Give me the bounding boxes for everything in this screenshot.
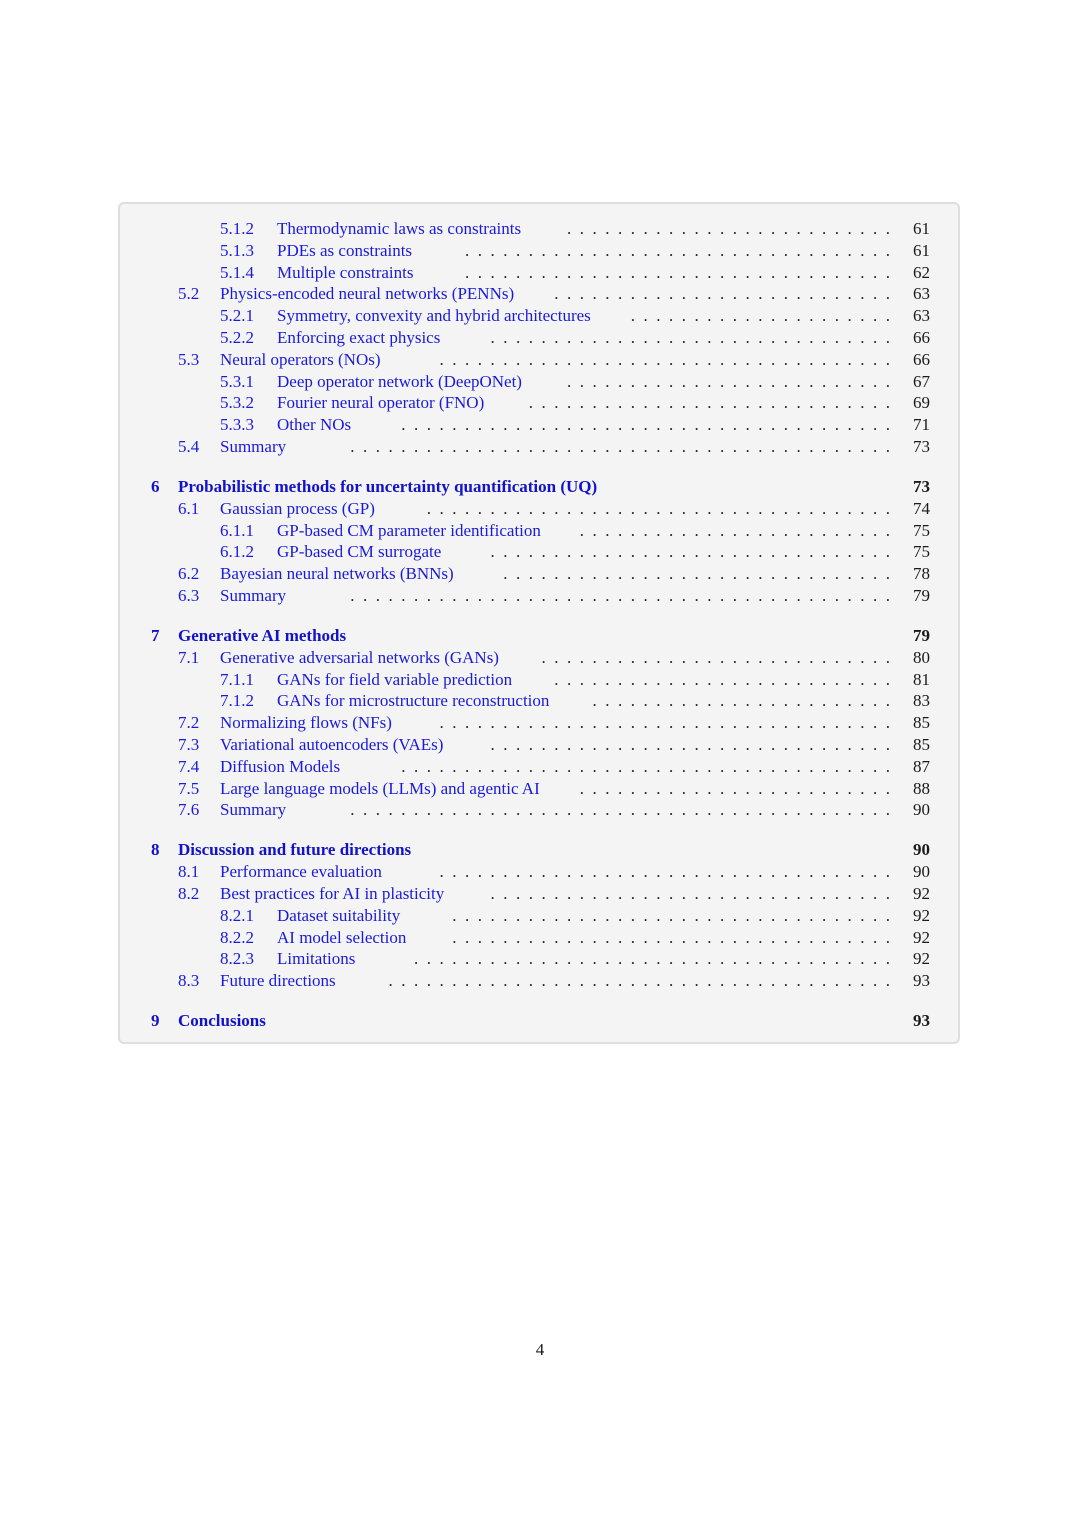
toc-entry-row[interactable]	[120, 778, 958, 800]
toc-entry-title[interactable]: Dataset suitability	[277, 905, 401, 925]
toc-leader-dots: . . . . . . . . . . . . . . . . . . . . . . . . . . . . . . . . . . . . . .	[414, 949, 890, 969]
toc-entry-number[interactable]: 7.4	[178, 756, 200, 776]
toc-entry-title[interactable]: Summary	[220, 585, 287, 605]
toc-entry-row[interactable]	[120, 392, 958, 414]
toc-entry-row[interactable]	[120, 861, 958, 883]
toc-entry-title[interactable]: Discussion and future directions	[178, 840, 412, 860]
toc-entry-number[interactable]: 8.2.3	[220, 949, 254, 969]
toc-leader-dots: . . . . . . . . . . . . . . . . . . . . . . . . . . . . . . . . . . . . . . . . . . .	[350, 800, 890, 820]
toc-entry-page: 85	[913, 713, 930, 733]
toc-entry-number[interactable]: 5.3.1	[220, 371, 254, 391]
toc-entry-title[interactable]: Best practices for AI in plasticity	[220, 883, 445, 903]
toc-entry-number[interactable]: 8.3	[178, 971, 200, 991]
toc-entry-title[interactable]: Performance evaluation	[220, 862, 382, 882]
toc-entry-title[interactable]: GP-based CM parameter identification	[277, 520, 541, 540]
toc-leader-dots: . . . . . . . . . . . . . . . . . . . . . . . . . . . . . . . .	[490, 542, 890, 562]
toc-entry-page: 79	[913, 585, 930, 605]
toc-leader-dots: . . . . . . . . . . . . . . . . . . . . . . . . . . . . . . . . . . . .	[439, 862, 890, 882]
toc-leader-dots: . . . . . . . . . . . . . . . . . . . . . . . . . . . .	[541, 647, 890, 667]
toc-entry-number[interactable]: 5.2.2	[220, 327, 254, 347]
toc-entry-number[interactable]: 5.4	[178, 436, 200, 456]
toc-list	[120, 218, 958, 1032]
toc-entry-row[interactable]	[120, 905, 958, 927]
toc-leader-dots: . . . . . . . . . . . . . . . . . . . . . . . . . . . . . . . . . . . . . . . . . . .	[350, 436, 890, 456]
page-number: 4	[535, 1340, 545, 1359]
toc-entry-number[interactable]: 9	[151, 1010, 160, 1030]
toc-entry-row[interactable]	[120, 520, 958, 542]
toc-leader-dots: . . . . . . . . . . . . . . . . . . . . . . . . . . . . .	[528, 393, 890, 413]
toc-leader-dots: . . . . . . . . . . . . . . . . . . . . . . . . . . . . . . .	[503, 564, 890, 584]
toc-leader-dots: . . . . . . . . . . . . . . . . . . . . . . . . . . . . . . . .	[490, 734, 890, 754]
toc-entry-page: 74	[913, 498, 930, 518]
toc-entry-page: 63	[913, 284, 930, 304]
toc-entry-page: 90	[913, 840, 930, 860]
toc-entry-number[interactable]: 8.1	[178, 862, 200, 882]
toc-entry-page: 75	[913, 520, 930, 540]
toc-entry-title[interactable]: Bayesian neural networks (BNNs)	[220, 564, 454, 584]
toc-entry-page: 93	[913, 1010, 930, 1030]
toc-entry-row[interactable]	[120, 799, 958, 821]
toc-entry-title[interactable]: Physics-encoded neural networks (PENNs)	[220, 284, 515, 304]
toc-entry-title[interactable]: Fourier neural operator (FNO)	[277, 393, 485, 413]
toc-chapter-row[interactable]	[120, 476, 958, 498]
toc-entry-title[interactable]: Gaussian process (GP)	[220, 498, 375, 518]
toc-entry-page: 61	[913, 219, 930, 238]
toc-entry-number[interactable]: 7.6	[178, 800, 200, 820]
toc-entry-title[interactable]: GANs for microstructure reconstruction	[277, 691, 550, 711]
toc-entry-row[interactable]	[120, 218, 958, 240]
table-of-contents	[118, 202, 960, 1044]
toc-leader-dots: . . . . . . . . . . . . . . . . . . . . . . . . . . . . . . . . . . . . . . . . . . .	[350, 585, 890, 605]
toc-entry-row[interactable]	[120, 414, 958, 436]
toc-entry-row[interactable]	[120, 436, 958, 458]
toc-entry-number[interactable]: 8.2.1	[220, 905, 254, 925]
toc-entry-title[interactable]: Other NOs	[277, 415, 352, 435]
toc-entry-title[interactable]: Normalizing flows (NFs)	[220, 713, 392, 733]
toc-entry-number[interactable]: 8.2	[178, 883, 200, 903]
toc-entry-title[interactable]: Multiple constraints	[277, 262, 414, 282]
toc-entry-page: 67	[913, 371, 930, 391]
toc-entry-row[interactable]	[120, 349, 958, 371]
toc-entry-number[interactable]: 7.1.1	[220, 669, 254, 689]
toc-leader-dots: . . . . . . . . . . . . . . . . . . . . . . . . . . . . . . . . . .	[465, 262, 890, 282]
toc-entry-page: 90	[913, 800, 930, 820]
toc-entry-number[interactable]: 5.2.1	[220, 306, 254, 326]
toc-entry-page: 61	[913, 240, 930, 260]
toc-entry-page: 63	[913, 306, 930, 326]
toc-entry-page: 87	[913, 756, 930, 776]
toc-leader-dots: . . . . . . . . . . . . . . . . . . . . .	[630, 306, 890, 326]
toc-entry-row[interactable]	[120, 734, 958, 756]
toc-entry-page: 90	[913, 862, 930, 882]
toc-entry-row[interactable]	[120, 371, 958, 393]
toc-entry-page: 83	[913, 691, 930, 711]
toc-entry-number[interactable]: 5.1.4	[220, 262, 254, 282]
toc-entry-title[interactable]: Neural operators (NOs)	[220, 349, 381, 369]
toc-entry-title[interactable]: Large language models (LLMs) and agentic AI	[220, 778, 540, 798]
toc-entry-number[interactable]: 6.3	[178, 585, 200, 605]
toc-entry-title[interactable]: Conclusions	[178, 1010, 266, 1030]
toc-entry-number[interactable]: 5.1.3	[220, 240, 254, 260]
toc-entry-number[interactable]: 8	[151, 840, 160, 860]
toc-entry-number[interactable]: 7.1	[178, 647, 200, 667]
toc-entry-row[interactable]	[120, 541, 958, 563]
toc-entry-row[interactable]	[120, 756, 958, 778]
toc-entry-row[interactable]	[120, 240, 958, 262]
toc-leader-dots: . . . . . . . . . . . . . . . . . . . . . . . . . . . . . . . . . . . . . . .	[401, 756, 890, 776]
toc-leader-dots: . . . . . . . . . . . . . . . . . . . . . . . . . . . . . . . . . . . .	[439, 713, 890, 733]
toc-entry-title[interactable]: Generative adversarial networks (GANs)	[220, 647, 499, 667]
toc-leader-dots: . . . . . . . . . . . . . . . . . . . . . . . . .	[579, 778, 890, 798]
toc-entry-number[interactable]: 5.3.3	[220, 415, 254, 435]
toc-leader-dots: . . . . . . . . . . . . . . . . . . . . . . . . . . .	[554, 284, 890, 304]
toc-entry-title[interactable]: Probabilistic methods for uncertainty quantification (UQ)	[178, 476, 598, 496]
toc-entry-page: 66	[913, 327, 930, 347]
toc-entry-row[interactable]	[120, 283, 958, 305]
toc-entry-page: 73	[913, 476, 930, 496]
toc-leader-dots: . . . . . . . . . . . . . . . . . . . . . . . . . . . . . . . .	[490, 883, 890, 903]
toc-chapter-row[interactable]	[120, 839, 958, 861]
toc-entry-number[interactable]: 5.3.2	[220, 393, 254, 413]
toc-leader-dots: . . . . . . . . . . . . . . . . . . . . . . . . . . . . . . . . . . . .	[439, 349, 890, 369]
toc-entry-number[interactable]: 6.1	[178, 498, 200, 518]
toc-leader-dots: . . . . . . . . . . . . . . . . . . . . . . . . . . . . . . . . . .	[465, 240, 890, 260]
toc-entry-title[interactable]: GANs for field variable prediction	[277, 669, 513, 689]
toc-entry-page: 93	[913, 971, 930, 991]
toc-entry-page: 66	[913, 349, 930, 369]
toc-entry-number[interactable]: 7.1.2	[220, 691, 254, 711]
toc-entry-page: 92	[913, 927, 930, 947]
toc-entry-row[interactable]	[120, 690, 958, 712]
toc-leader-dots: . . . . . . . . . . . . . . . . . . . . . . . . . . .	[554, 669, 890, 689]
toc-leader-dots: . . . . . . . . . . . . . . . . . . . . . . . . . . . . . . . . . . . . . . . .	[388, 971, 890, 991]
toc-entry-row[interactable]	[120, 883, 958, 905]
toc-entry-page: 79	[913, 625, 930, 645]
toc-entry-number[interactable]: 5.3	[178, 349, 200, 369]
toc-entry-row[interactable]	[120, 712, 958, 734]
toc-entry-number[interactable]: 7.2	[178, 713, 200, 733]
toc-leader-dots: . . . . . . . . . . . . . . . . . . . . . . . . . . . . . . . . . . . . .	[426, 498, 890, 518]
toc-entry-title[interactable]: Generative AI methods	[178, 625, 347, 645]
toc-entry-page: 92	[913, 949, 930, 969]
toc-entry-title[interactable]: Limitations	[277, 949, 356, 969]
toc-entry-row[interactable]	[120, 669, 958, 691]
toc-entry-number[interactable]: 8.2.2	[220, 927, 254, 947]
toc-entry-title[interactable]: PDEs as constraints	[277, 240, 413, 260]
toc-entry-title[interactable]: AI model selection	[277, 927, 407, 947]
toc-entry-title[interactable]: Deep operator network (DeepONet)	[277, 371, 522, 391]
toc-leader-dots: . . . . . . . . . . . . . . . . . . . . . . . . . .	[567, 219, 890, 238]
toc-entry-number[interactable]: 5.1.2	[220, 219, 254, 238]
toc-entry-row[interactable]	[120, 585, 958, 607]
toc-leader-dots: . . . . . . . . . . . . . . . . . . . . . . . . . . . . . . . . . . .	[452, 905, 890, 925]
toc-entry-row[interactable]	[120, 647, 958, 669]
toc-leader-dots: . . . . . . . . . . . . . . . . . . . . . . . . . . . . . . . .	[490, 327, 890, 347]
toc-entry-number[interactable]: 7.3	[178, 734, 200, 754]
toc-entry-number[interactable]: 6.1.1	[220, 520, 254, 540]
toc-entry-page: 85	[913, 734, 930, 754]
toc-leader-dots: . . . . . . . . . . . . . . . . . . . . . . . . . .	[567, 371, 890, 391]
toc-leader-dots: . . . . . . . . . . . . . . . . . . . . . . . . . . . . . . . . . . .	[452, 927, 890, 947]
toc-entry-page: 73	[913, 436, 930, 456]
toc-entry-page: 81	[913, 669, 930, 689]
toc-entry-title[interactable]: Diffusion Models	[220, 756, 341, 776]
toc-leader-dots: . . . . . . . . . . . . . . . . . . . . . . . .	[592, 691, 890, 711]
toc-entry-title[interactable]: Future directions	[220, 971, 336, 991]
toc-entry-row[interactable]	[120, 305, 958, 327]
toc-entry-row[interactable]	[120, 563, 958, 585]
toc-entry-title[interactable]: Variational autoencoders (VAEs)	[220, 734, 444, 754]
toc-entry-row[interactable]	[120, 948, 958, 970]
toc-entry-title[interactable]: GP-based CM surrogate	[277, 542, 442, 562]
toc-entry-row[interactable]	[120, 262, 958, 284]
toc-entry-row[interactable]	[120, 970, 958, 992]
toc-entry-page: 80	[913, 647, 930, 667]
toc-entry-title[interactable]: Thermodynamic laws as constraints	[277, 219, 522, 238]
toc-entry-title[interactable]: Enforcing exact physics	[277, 327, 441, 347]
toc-entry-page: 78	[913, 564, 930, 584]
toc-chapter-row[interactable]	[120, 625, 958, 647]
toc-entry-number[interactable]: 6.2	[178, 564, 200, 584]
toc-leader-dots: . . . . . . . . . . . . . . . . . . . . . . . . . . . . . . . . . . . . . . .	[401, 415, 890, 435]
toc-entry-page: 92	[913, 883, 930, 903]
toc-entry-number[interactable]: 5.2	[178, 284, 200, 304]
toc-entry-number[interactable]: 7.5	[178, 778, 200, 798]
toc-entry-title[interactable]: Summary	[220, 800, 287, 820]
toc-entry-page: 62	[913, 262, 930, 282]
toc-entry-page: 69	[913, 393, 930, 413]
toc-entry-page: 75	[913, 542, 930, 562]
toc-entry-row[interactable]	[120, 927, 958, 949]
toc-entry-title[interactable]: Symmetry, convexity and hybrid architectures	[277, 306, 591, 326]
toc-entry-row[interactable]	[120, 498, 958, 520]
toc-entry-number[interactable]: 7	[151, 625, 160, 645]
toc-entry-page: 92	[913, 905, 930, 925]
toc-entry-number[interactable]: 6.1.2	[220, 542, 254, 562]
toc-chapter-row[interactable]	[120, 1010, 958, 1032]
toc-entry-page: 88	[913, 778, 930, 798]
toc-entry-row[interactable]	[120, 327, 958, 349]
toc-entry-page: 71	[913, 415, 930, 435]
toc-entry-title[interactable]: Summary	[220, 436, 287, 456]
toc-entry-number[interactable]: 6	[151, 476, 160, 496]
toc-leader-dots: . . . . . . . . . . . . . . . . . . . . . . . . .	[579, 520, 890, 540]
